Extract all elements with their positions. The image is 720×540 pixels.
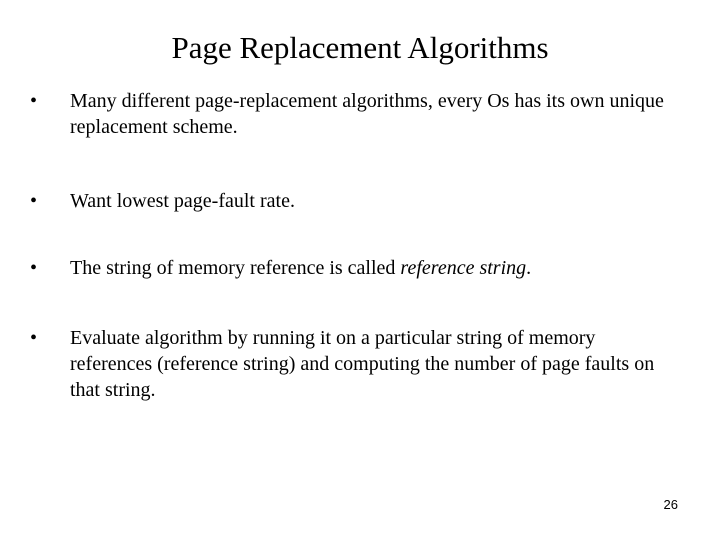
emphasized-term: reference string [400, 257, 527, 279]
bullet-text-part: The string of memory reference is called [70, 257, 401, 279]
bullet-marker: • [30, 90, 38, 112]
bullet-marker: • [30, 327, 38, 349]
page-number: 26 [663, 497, 678, 512]
bullet-item [30, 88, 680, 140]
bullet-marker: • [30, 190, 38, 212]
bullet-item [30, 255, 680, 281]
bullet-item [30, 188, 680, 214]
bullet-item [30, 325, 680, 403]
bullet-text: Want lowest page-fault rate. [70, 190, 295, 212]
bullet-text-part: . [526, 257, 532, 279]
slide-title: Page Replacement Algorithms [171, 30, 549, 65]
bullet-text: Evaluate algorithm by running it on a particular string of memory references (reference string) and computing the number of page faults on that string. [70, 327, 655, 401]
bullet-marker: • [30, 257, 38, 279]
bullet-text [70, 255, 680, 281]
bullet-text: Many different page-replacement algorithms, every Os has its own unique replacement scheme. [70, 90, 664, 138]
